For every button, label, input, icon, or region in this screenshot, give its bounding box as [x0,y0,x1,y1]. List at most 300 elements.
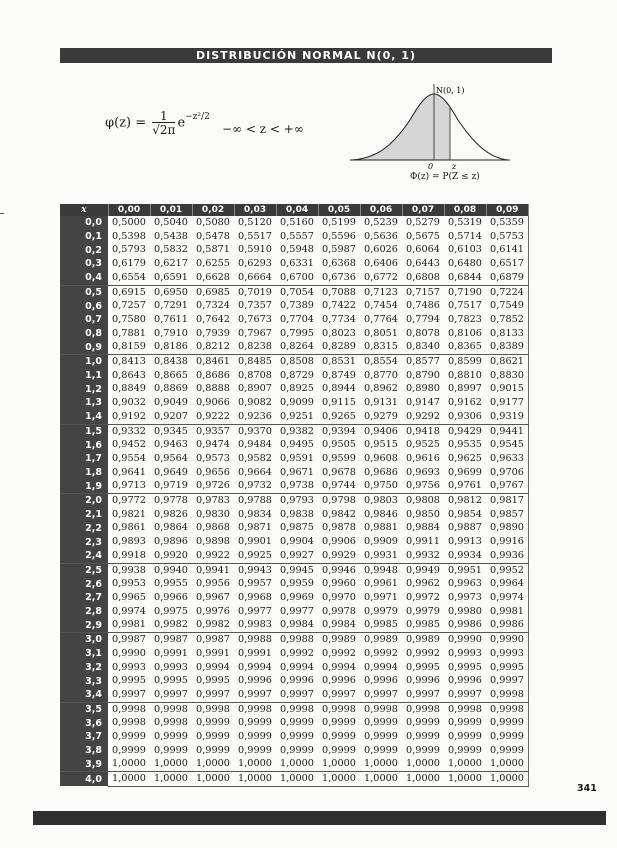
table-cell: 0,9997 [444,688,486,702]
table-cell: 0,9999 [238,731,272,743]
table-cell: 0,9999 [406,744,440,756]
table-cell: 0,9943 [238,564,272,576]
table-cell: 0,6517 [486,257,529,271]
table-cell: 0,9969 [280,591,314,603]
row-header: 3,1 [60,647,108,661]
table-cell: 0,8078 [406,327,440,339]
column-header: 0,05 [318,204,360,216]
formula-exponent: −z²/2 [185,111,210,122]
table-row [60,633,529,647]
table-cell: 0,9952 [486,563,529,577]
table-cell: 0,5359 [486,216,529,230]
table-cell: 0,9989 [364,634,398,646]
table-cell: 1,0000 [276,757,318,771]
row-header: 2,5 [60,563,108,577]
table-cell: 0,8340 [402,340,444,354]
table-cell: 0,8438 [154,356,188,368]
table-cell: 0,5596 [322,230,356,242]
table-cell: 0,9996 [406,675,440,687]
table-cell: 0,9999 [322,731,356,743]
table-cell: 0,9147 [406,397,440,409]
table-cell: 0,7852 [486,313,529,327]
row-header: 0,3 [60,257,108,271]
table-cell: 0,9066 [196,397,230,409]
table-row [60,674,529,688]
table-cell: 1,0000 [192,772,234,787]
table-cell: 0,9999 [486,730,529,744]
table-cell: 0,9994 [196,661,230,673]
table-cell: 0,9945 [280,564,314,576]
table-cell: 0,9999 [406,717,440,729]
table-cell: 0,9693 [406,466,440,478]
table-cell: 0,9964 [486,577,529,591]
table-cell: 0,9997 [486,674,529,688]
table-cell: 0,5398 [112,230,146,242]
table-cell: 0,9997 [150,688,192,702]
table-cell: 0,9999 [280,744,314,756]
table-cell: 0,9049 [154,397,188,409]
table-cell: 0,9992 [364,647,398,659]
table-cell: 0,9616 [406,452,440,464]
table-cell: 0,6103 [448,244,482,256]
table-cell: 0,6368 [322,258,356,270]
table-cell: 1,0000 [108,772,150,787]
table-cell: 0,9857 [486,508,529,522]
table-cell: 0,7673 [238,313,272,325]
table-cell: 0,7823 [448,313,482,325]
table-cell: 0,9948 [364,564,398,576]
table-cell: 0,5160 [280,217,314,228]
table-cell: 0,9767 [486,479,529,493]
table-cell: 0,8849 [112,383,146,395]
table-cell: 0,8413 [112,356,146,368]
table-cell: 0,8869 [154,383,188,395]
table-cell: 0,9991 [196,647,230,659]
table-cell: 0,6736 [318,271,360,285]
table-cell: 0,9207 [150,410,192,424]
table-cell: 0,8051 [364,327,398,339]
table-cell: 0,9625 [448,452,482,464]
table-cell: 0,9998 [112,717,146,729]
table-cell: 0,9495 [280,439,314,451]
table-cell: 0,9871 [238,522,272,534]
table-cell: 0,9893 [112,536,146,548]
row-header: 1,2 [60,382,108,396]
table-cell: 0,9918 [108,549,150,563]
table-cell: 0,9904 [280,536,314,548]
table-cell: 0,9292 [402,410,444,424]
table-cell: 0,9834 [238,508,272,520]
table-cell: 0,9881 [364,522,398,534]
table-cell: 0,9732 [234,479,276,493]
row-header: 0,9 [60,340,108,354]
table-cell: 1,0000 [402,757,444,771]
table-cell: 1,0000 [318,772,360,787]
table-cell: 0,9999 [280,731,314,743]
table-cell: 0,9999 [112,731,146,743]
table-cell: 0,7549 [486,299,529,313]
table-row [60,661,529,675]
table-cell: 0,9974 [112,605,146,617]
table-cell: 0,9932 [402,549,444,563]
table-row [60,327,529,341]
table-cell: 0,6217 [154,258,188,270]
table-cell: 0,9993 [448,647,482,659]
table-row [60,591,529,605]
table-cell: 0,9995 [486,661,529,675]
table-cell: 0,9998 [196,703,230,715]
table-cell: 0,9986 [444,618,486,632]
table-cell: 0,5040 [154,217,188,228]
row-header: 0,5 [60,285,108,299]
table-row [60,243,529,257]
page-number: 341 [577,783,597,794]
table-cell: 0,9236 [234,410,276,424]
table-cell: 0,9591 [280,452,314,464]
table-cell: 0,9778 [154,495,188,507]
table-cell: 0,9162 [448,397,482,409]
table-cell: 0,6915 [112,286,146,298]
table-cell: 0,5636 [364,230,398,242]
table-cell: 0,6808 [402,271,444,285]
table-cell: 0,8461 [196,356,230,368]
table-cell: 0,9957 [238,578,272,590]
table-cell: 1,0000 [234,757,276,771]
table-row [60,688,529,702]
table-cell: 0,9994 [238,661,272,673]
shaded-area [352,94,450,160]
table-cell: 0,9656 [196,466,230,478]
table-row [60,605,529,619]
table-cell: 1,0000 [360,757,402,771]
table-cell: 0,9994 [364,661,398,673]
table-cell: 0,9968 [238,591,272,603]
table-cell: 0,9998 [238,703,272,715]
table-cell: 0,9744 [318,479,360,493]
table-cell: 0,9974 [486,591,529,605]
table-cell: 0,8023 [322,327,356,339]
row-header: 1,7 [60,452,108,466]
table-cell: 0,9946 [322,564,356,576]
table-cell: 0,9484 [238,439,272,451]
row-header: 0,7 [60,313,108,327]
table-row [60,313,529,327]
table-cell: 0,5987 [322,244,356,256]
row-header: 2,7 [60,591,108,605]
row-header: 3,3 [60,674,108,688]
table-cell: 0,9999 [196,717,230,729]
table-cell: 0,9916 [486,535,529,549]
table-cell: 0,9032 [112,397,146,409]
table-row [60,647,529,661]
table-cell: 0,9887 [448,522,482,534]
table-cell: 0,9962 [406,578,440,590]
page-title: DISTRIBUCIÓN NORMAL N(0, 1) [60,48,552,63]
table-cell: 0,9345 [154,425,188,437]
table-cell: 0,9988 [238,634,272,646]
table-cell: 0,9998 [280,703,314,715]
table-cell: 0,5910 [238,244,272,256]
table-cell: 0,5871 [196,244,230,256]
table-cell: 0,6331 [280,258,314,270]
density-formula [105,110,210,136]
table-cell: 0,9911 [406,536,440,548]
table-cell: 0,7967 [238,327,272,339]
row-header: 2,6 [60,577,108,591]
table-cell: 0,9976 [196,605,230,617]
table-cell: 0,9925 [234,549,276,563]
table-body [60,216,529,786]
table-cell: 0,8621 [486,355,529,369]
table-cell: 0,9959 [280,578,314,590]
table-cell: 0,8315 [360,340,402,354]
table-cell: 0,7704 [280,313,314,325]
table-cell: 0,9913 [448,536,482,548]
table-cell: 0,9931 [360,549,402,563]
table-cell: 0,9998 [154,703,188,715]
table-cell: 0,9664 [238,466,272,478]
table-row [60,716,529,730]
table-cell: 0,9761 [444,479,486,493]
table-cell: 0,9993 [486,647,529,661]
table-cell: 0,9826 [154,508,188,520]
table-cell: 0,6293 [238,258,272,270]
table-cell: 0,9987 [154,634,188,646]
table-cell: 0,5478 [196,230,230,242]
table-row [60,410,529,424]
table-cell: 0,7611 [154,313,188,325]
table-cell: 0,8508 [280,356,314,368]
curve-label: N(0, 1) [436,86,465,95]
table-row [60,271,529,285]
table-cell: 0,9997 [318,688,360,702]
table-row [60,285,529,299]
z-label: z [452,162,457,171]
table-cell: 0,9878 [322,522,356,534]
table-cell: 0,9980 [448,605,482,617]
table-cell: 0,9793 [280,495,314,507]
table-cell: 0,9997 [276,688,318,702]
row-header: 2,1 [60,508,108,522]
table-cell: 0,8665 [154,369,188,381]
row-header: 2,2 [60,521,108,535]
table-cell: 0,9981 [486,605,529,619]
table-cell: 0,8907 [238,383,272,395]
table-cell: 0,8997 [448,383,482,395]
table-cell: 0,8365 [444,340,486,354]
formula-numerator: 1 [152,110,175,123]
table-row [60,549,529,563]
row-header: 2,8 [60,605,108,619]
table-cell: 0,6064 [406,244,440,256]
table-cell: 0,9920 [150,549,192,563]
table-cell: 0,9633 [486,452,529,466]
table-cell: 0,8133 [486,327,529,341]
table-cell: 1,0000 [150,772,192,787]
table-cell: 0,9015 [486,382,529,396]
table-cell: 0,9861 [112,522,146,534]
table-cell: 0,9999 [448,717,482,729]
table-cell: 0,9982 [150,618,192,632]
row-header: 1,8 [60,466,108,480]
table-cell: 0,9951 [448,564,482,576]
table-cell: 0,9842 [322,508,356,520]
formula-lhs: φ(z) = [105,115,147,131]
table-cell: 0,5714 [448,230,482,242]
table-cell: 0,9995 [406,661,440,673]
table-cell: 0,9985 [402,618,444,632]
table-cell: 0,8962 [364,383,398,395]
table-cell: 0,7157 [406,286,440,298]
table-cell: 0,9997 [402,688,444,702]
row-header: 0,2 [60,243,108,257]
table-cell: 0,5279 [406,217,440,228]
table-row [60,730,529,744]
table-cell: 0,9995 [448,661,482,673]
table-cell: 0,9649 [154,466,188,478]
table-cell: 0,9821 [112,508,146,520]
table-cell: 0,9996 [238,675,272,687]
table-cell: 0,9868 [196,522,230,534]
table-cell: 0,9990 [486,633,529,647]
table-cell: 1,0000 [486,772,529,787]
table-cell: 1,0000 [486,757,529,771]
table-cell: 0,9953 [112,578,146,590]
table-cell: 0,6179 [112,258,146,270]
table-cell: 0,9979 [406,605,440,617]
table-cell: 1,0000 [234,772,276,787]
table-cell: 0,9726 [192,479,234,493]
table-cell: 0,9999 [322,717,356,729]
table-cell: 0,9999 [154,731,188,743]
table-cell: 0,9956 [196,578,230,590]
table-row [60,396,529,410]
table-cell: 0,8554 [364,356,398,368]
table-row [60,563,529,577]
table-cell: 0,9955 [154,578,188,590]
table-cell: 0,8186 [150,340,192,354]
table-cell: 0,9999 [448,731,482,743]
table-cell: 0,6026 [364,244,398,256]
table-row [60,494,529,508]
row-header: 2,9 [60,618,108,632]
table-cell: 0,9979 [364,605,398,617]
table-row [60,508,529,522]
table-cell: 0,9999 [364,731,398,743]
table-cell: 0,9429 [448,425,482,437]
table-cell: 0,9987 [196,634,230,646]
table-cell: 0,9750 [360,479,402,493]
column-header: 0,02 [192,204,234,216]
table-cell: 0,9999 [364,717,398,729]
table-cell: 0,5675 [406,230,440,242]
table-cell: 1,0000 [192,757,234,771]
table-cell: 0,9678 [322,466,356,478]
column-header: 0,00 [108,204,150,216]
table-cell: 0,9997 [234,688,276,702]
table-row [60,424,529,438]
table-cell: 0,9382 [280,425,314,437]
table-cell: 0,9830 [196,508,230,520]
table-cell: 0,9998 [322,703,356,715]
row-header: 3,4 [60,688,108,702]
table-cell: 0,9927 [276,549,318,563]
table-cell: 0,7389 [280,300,314,312]
table-cell: 1,0000 [444,757,486,771]
formula-base: e [177,115,186,131]
table-cell: 0,9535 [448,439,482,451]
table-cell: 0,7088 [322,286,356,298]
table-cell: 0,9972 [406,591,440,603]
row-header: 4,0 [60,772,108,787]
table-row [60,369,529,383]
table-cell: 0,8531 [322,356,356,368]
table-row [60,452,529,466]
table-cell: 0,9854 [448,508,482,520]
table-cell: 0,8264 [276,340,318,354]
table-row [60,772,529,787]
table-cell: 0,9599 [322,452,356,464]
table-cell: 0,9967 [196,591,230,603]
formula-denominator: √2π [152,123,176,137]
table-cell: 0,9996 [448,675,482,687]
table-cell: 0,6141 [486,243,529,257]
table-cell: 0,6664 [234,271,276,285]
table-cell: 0,9798 [322,495,356,507]
table-cell: 0,9671 [280,466,314,478]
table-cell: 0,9999 [238,744,272,756]
table-cell: 1,0000 [108,757,150,771]
table-cell: 0,9999 [154,744,188,756]
table-cell: 0,9505 [322,439,356,451]
table-cell: 0,9986 [486,618,529,632]
row-header: 1,3 [60,396,108,410]
table-cell: 0,9970 [322,591,356,603]
table-cell: 0,9999 [196,744,230,756]
table-cell: 0,9992 [322,647,356,659]
column-header: 0,04 [276,204,318,216]
table-cell: 0,9319 [486,410,529,424]
table-cell: 0,5120 [238,217,272,228]
table-cell: 0,6985 [196,286,230,298]
table-cell: 0,9999 [448,744,482,756]
table-cell: 0,5948 [280,244,314,256]
table-cell: 0,9929 [318,549,360,563]
table-cell: 0,9992 [280,647,314,659]
table-cell: 0,9963 [448,578,482,590]
table-cell: 0,9982 [192,618,234,632]
table-cell: 0,9699 [448,466,482,478]
table-cell: 0,9999 [322,744,356,756]
table-cell: 0,8577 [406,356,440,368]
table-cell: 0,6443 [406,258,440,270]
table-cell: 0,9909 [364,536,398,548]
table-cell: 0,6554 [108,271,150,285]
table-cell: 0,7794 [406,313,440,325]
table-cell: 0,9999 [406,731,440,743]
table-cell: 0,5239 [364,217,398,228]
table-cell: 0,9998 [448,703,482,715]
table-cell: 0,9938 [112,564,146,576]
table-cell: 0,9965 [112,591,146,603]
table-cell: 0,9192 [108,410,150,424]
table-cell: 0,9971 [364,591,398,603]
row-header: 2,4 [60,549,108,563]
table-cell: 0,7995 [280,327,314,339]
table-cell: 0,9922 [192,549,234,563]
row-header: 1,4 [60,410,108,424]
table-cell: 1,0000 [150,757,192,771]
